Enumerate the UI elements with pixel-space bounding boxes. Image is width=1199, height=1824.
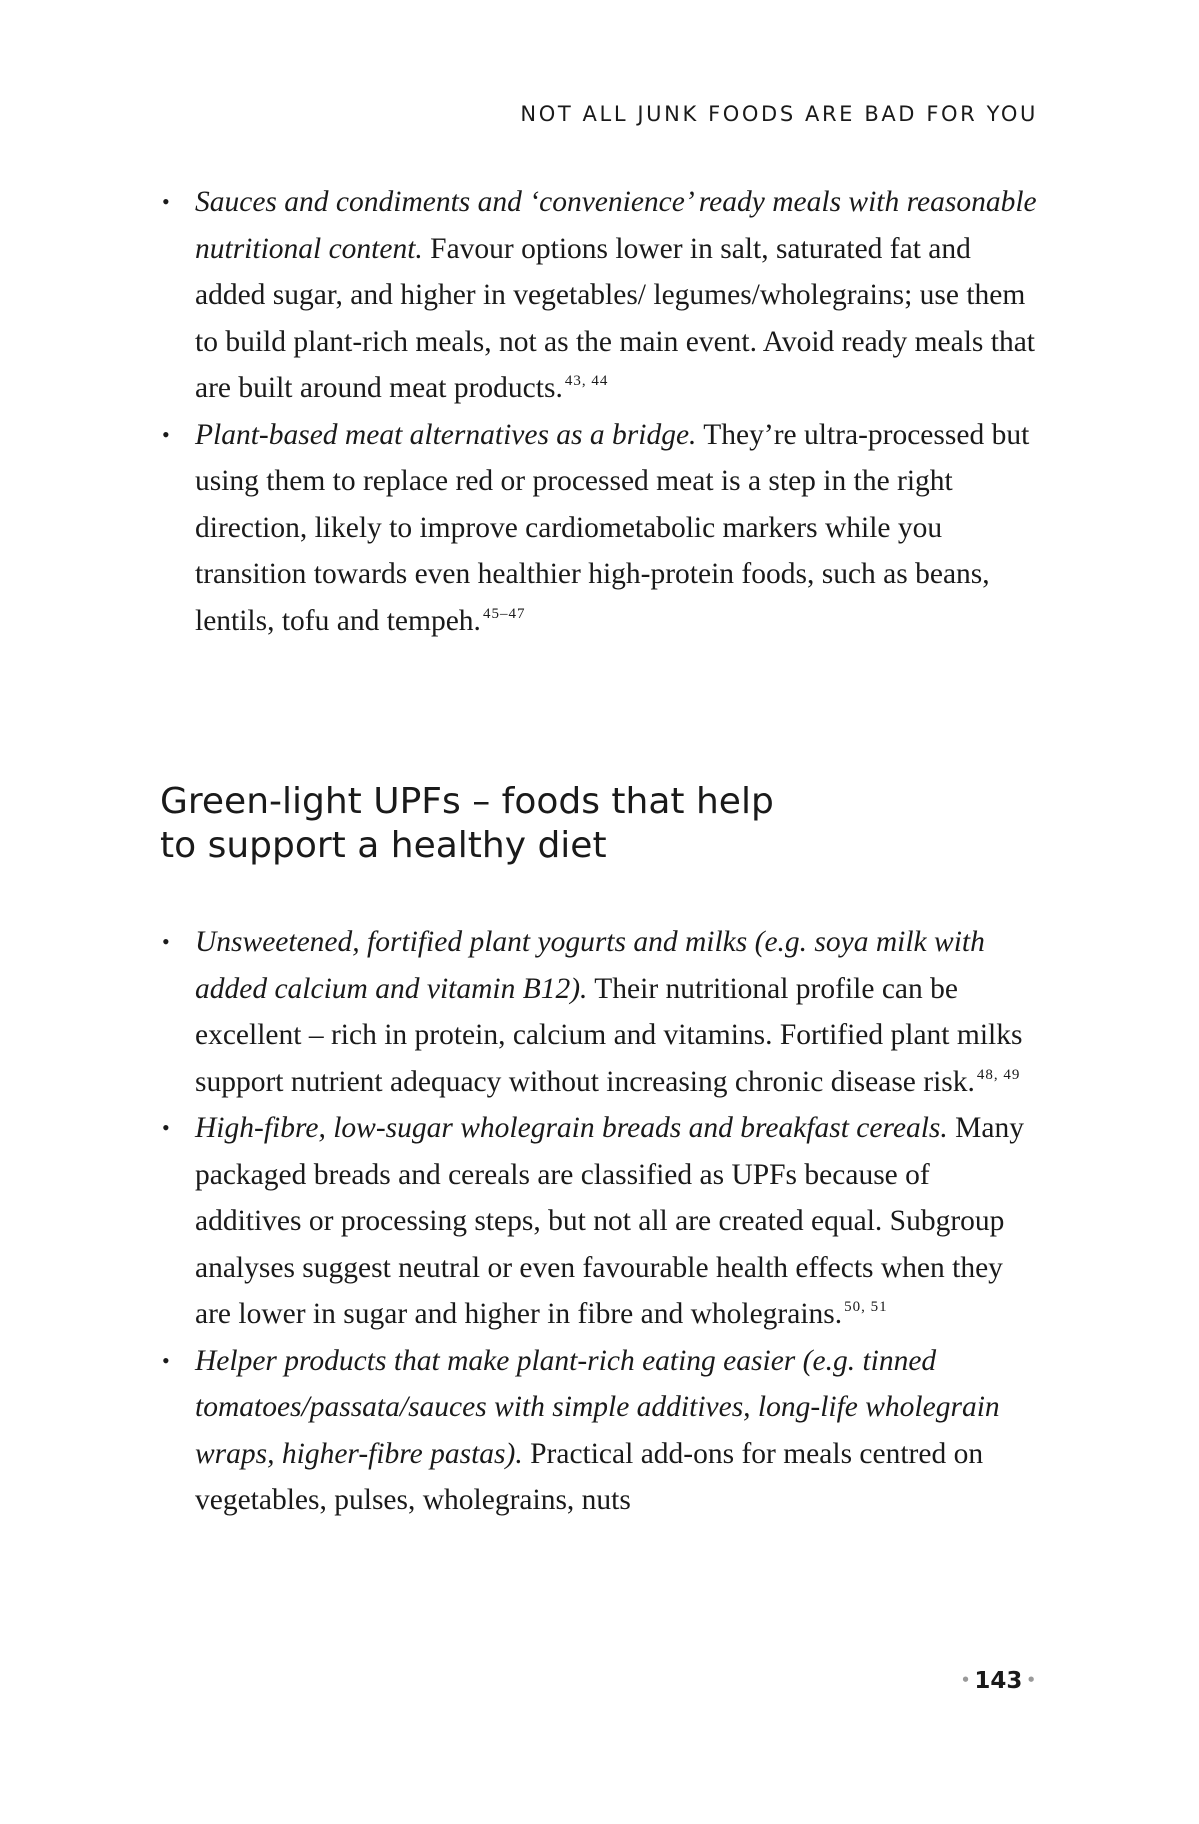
item-text: Favour options lower in salt, saturated fat and added sugar, and higher in vegetables/ legumes/wholegrains; use them to build plant-rich meals, not as the main event. Avoid ready meals that are built around meat products. bbox=[195, 232, 1035, 404]
section-heading bbox=[160, 780, 960, 868]
list-item bbox=[160, 1338, 1040, 1524]
bullet-dot: • bbox=[162, 421, 170, 447]
page-ornament-left: • bbox=[960, 1671, 971, 1689]
running-head: NOT ALL JUNK FOODS ARE BAD FOR YOU bbox=[520, 102, 1038, 126]
footnote-refs: 48, 49 bbox=[976, 1066, 1021, 1083]
page-ornament-right: • bbox=[1026, 1671, 1036, 1689]
item-lead: High-fibre, low-sugar wholegrain breads and breakfast cereals. bbox=[195, 1112, 948, 1144]
footnote-refs: 45–47 bbox=[482, 605, 526, 622]
item-lead: Sauces and condiments and ‘convenience’ ready meals with reasonable nutritional content. bbox=[195, 186, 1037, 265]
item-text: Practical add-ons for meals centred on vegetables, pulses, wholegrains, nuts bbox=[195, 1437, 984, 1516]
footnote-refs: 50, 51 bbox=[844, 1299, 888, 1315]
bullet-dot: • bbox=[162, 929, 170, 954]
section-heading-line-2: to support a healthy diet bbox=[160, 825, 607, 866]
footnote-refs: 43, 44 bbox=[564, 373, 609, 389]
item-lead: Plant-based meat alternatives as a bridge. bbox=[195, 418, 697, 451]
bullet-dot: • bbox=[162, 1115, 170, 1140]
bullet-dot: • bbox=[162, 189, 170, 214]
page-number-footer bbox=[900, 1668, 1040, 1694]
item-lead: Helper products that make plant-rich eating easier (e.g. tinned tomatoes/passata/sauces with simple additives, long-life wholegrain wraps, higher-fibre pastas). bbox=[195, 1344, 1000, 1470]
item-lead: Unsweetened, fortified plant yogurts and milks (e.g. soya milk with added calcium and vitamin B12). bbox=[195, 926, 985, 1005]
item-text: Many packaged breads and cereals are classified as UPFs because of additives or processing steps, but not all are created equal. Subgroup analyses suggest neutral or even favourable health effects when they are lower in sugar and higher in fibre and wholegrains. bbox=[195, 1112, 1024, 1330]
list-item bbox=[160, 412, 1040, 645]
list-item bbox=[160, 1105, 1040, 1338]
bullet-dot: • bbox=[162, 1347, 170, 1373]
bullet-list-bottom bbox=[160, 919, 1040, 1524]
item-text: Their nutritional profile can be excellent – rich in protein, calcium and vitamins. Fortified plant milks support nutrient adequacy without increasing chronic disease risk. bbox=[195, 972, 1023, 1098]
page-number: 143 bbox=[974, 1668, 1023, 1694]
bullet-list-top bbox=[160, 179, 1040, 644]
section-heading-line-1: Green-light UPFs – foods that help bbox=[160, 781, 774, 822]
list-item bbox=[160, 919, 1040, 1105]
list-item bbox=[160, 179, 1040, 412]
item-text: They’re ultra-processed but using them to replace red or processed meat is a step in the right direction, likely to improve cardiometabolic markers while you transition towards even healthier high-protein foods, such as beans, lentils, tofu and tempeh. bbox=[195, 418, 1030, 637]
